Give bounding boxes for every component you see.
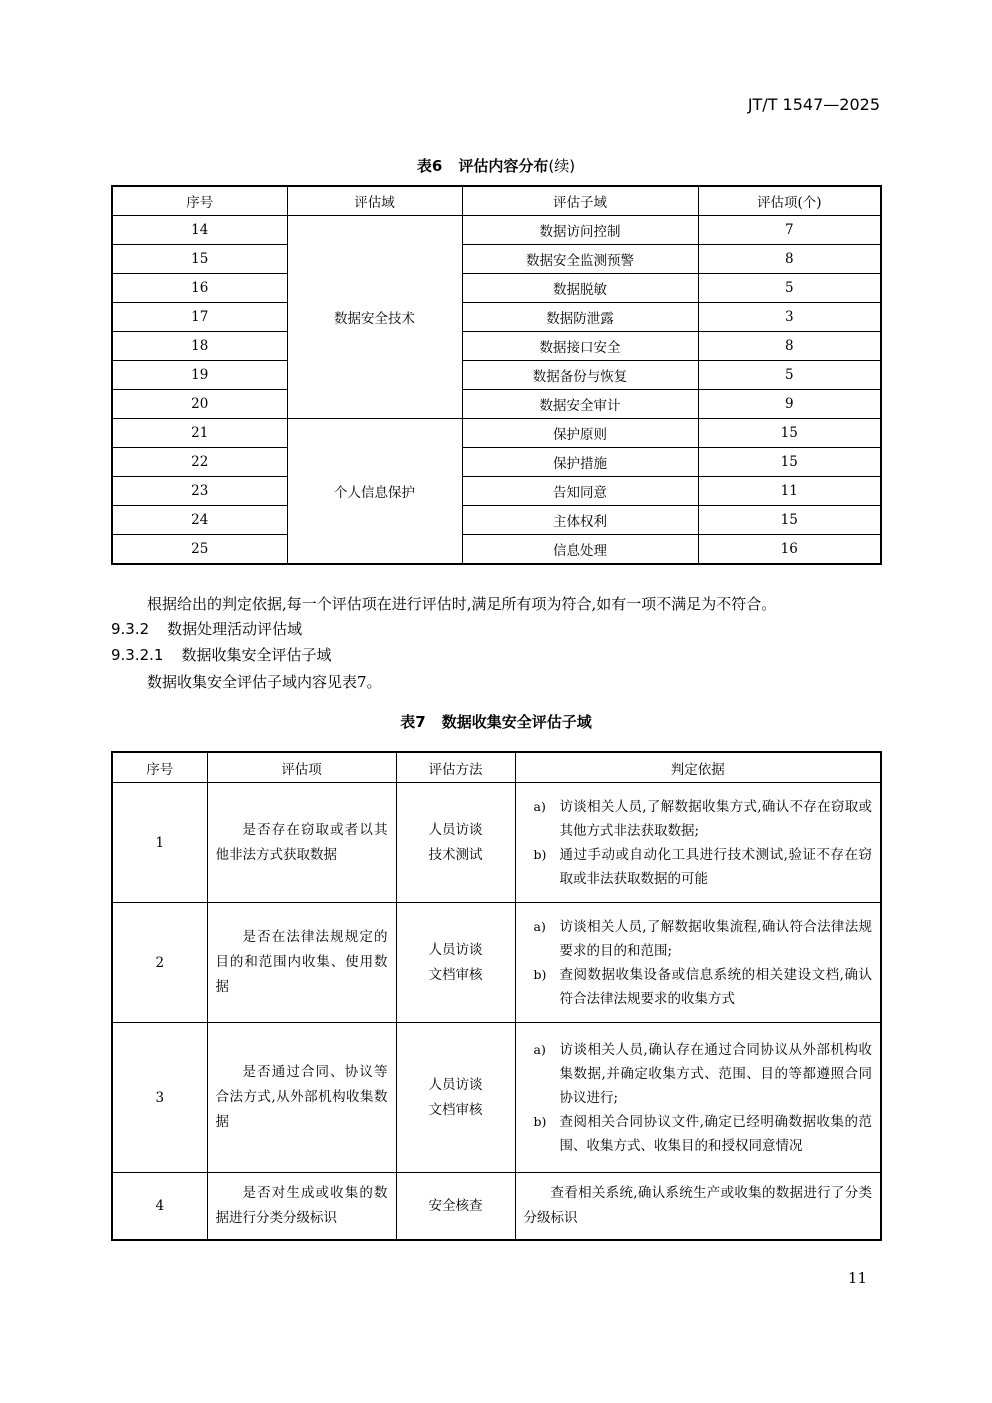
method-line: 人员访谈 (428, 821, 483, 838)
row-number: 14 (112, 216, 287, 245)
standard-code: JT/T 1547—2025 (747, 95, 880, 114)
section-title: 数据处理活动评估域 (167, 620, 303, 638)
reference-paragraph: 数据收集安全评估子域内容见表7。 (147, 673, 382, 691)
table6-caption-number: 表6 (416, 157, 443, 175)
assessment-item: 是否对生成或收集的数据进行分类分级标识 (207, 1173, 396, 1241)
table7-caption-title: 数据收集安全评估子域 (441, 713, 592, 731)
table6-caption (0, 155, 992, 176)
table7-header-criteria: 判定依据 (515, 752, 881, 783)
section-title: 数据收集安全评估子域 (181, 646, 332, 664)
row-number: 4 (112, 1173, 207, 1241)
domain-cell: 个人信息保护 (287, 419, 462, 565)
row-number: 1 (112, 783, 207, 903)
table6-header-row (112, 186, 881, 216)
assessment-item: 是否通过合同、协议等合法方式,从外部机构收集数据 (207, 1023, 396, 1173)
domain-cell: 数据安全技术 (287, 216, 462, 419)
criteria-item: a) 访谈相关人员,了解数据收集流程,确认符合法律法规要求的目的和范围; (533, 918, 872, 959)
row-number: 18 (112, 332, 287, 361)
assessment-method (396, 1023, 515, 1173)
row-number: 17 (112, 303, 287, 332)
table7-caption-number: 表7 (400, 713, 426, 731)
assessment-method (396, 1173, 515, 1241)
count-cell: 5 (698, 361, 881, 390)
table7-header-no: 序号 (112, 752, 207, 783)
row-number: 3 (112, 1023, 207, 1173)
table6-header-count: 评估项(个) (698, 186, 881, 216)
row-number: 16 (112, 274, 287, 303)
table-row (112, 390, 881, 419)
table-row (112, 903, 881, 1023)
subdomain-cell: 数据安全审计 (462, 390, 698, 419)
table-row (112, 1173, 881, 1241)
assessment-item: 是否存在窃取或者以其他非法方式获取数据 (207, 783, 396, 903)
count-cell: 8 (698, 332, 881, 361)
count-cell: 8 (698, 245, 881, 274)
criteria-item: b) 查阅相关合同协议文件,确定已经明确数据收集的范围、收集方式、收集目的和授权同意情况 (533, 1113, 872, 1154)
method-line: 人员访谈 (428, 941, 483, 958)
table-row (112, 332, 881, 361)
table-row (112, 419, 881, 448)
table7-header-row (112, 752, 881, 783)
section-heading-9-3-2-1 (111, 644, 332, 665)
table-row (112, 274, 881, 303)
criteria-cell: 查看相关系统,确认系统生产或收集的数据进行了分类分级标识 (515, 1173, 881, 1241)
method-line: 文档审核 (428, 1101, 483, 1118)
section-heading-9-3-2 (111, 618, 302, 639)
table6-header-no: 序号 (112, 186, 287, 216)
row-number: 25 (112, 535, 287, 565)
criteria-cell (515, 1023, 881, 1173)
table7-caption (0, 711, 992, 732)
row-number: 20 (112, 390, 287, 419)
table6-header-domain: 评估域 (287, 186, 462, 216)
criteria-cell (515, 903, 881, 1023)
count-cell: 7 (698, 216, 881, 245)
count-cell: 16 (698, 535, 881, 565)
section-number: 9.3.2.1 (111, 646, 164, 664)
count-cell: 15 (698, 448, 881, 477)
count-cell: 3 (698, 303, 881, 332)
row-number: 23 (112, 477, 287, 506)
count-cell: 11 (698, 477, 881, 506)
criteria-item: b) 通过手动或自动化工具进行技术测试,验证不存在窃取或非法获取数据的可能 (533, 846, 872, 887)
section-number: 9.3.2 (111, 620, 150, 638)
assessment-item: 是否在法律法规规定的目的和范围内收集、使用数据 (207, 903, 396, 1023)
table7-header-method: 评估方法 (396, 752, 515, 783)
table-row (112, 783, 881, 903)
table-row (112, 1023, 881, 1173)
row-number: 24 (112, 506, 287, 535)
subdomain-cell: 保护原则 (462, 419, 698, 448)
table7 (111, 751, 882, 1241)
row-number: 2 (112, 903, 207, 1023)
row-number: 19 (112, 361, 287, 390)
criteria-item: b) 查阅数据收集设备或信息系统的相关建设文档,确认符合法律法规要求的收集方式 (533, 966, 872, 1007)
row-number: 22 (112, 448, 287, 477)
subdomain-cell: 信息处理 (462, 535, 698, 565)
table6-header-subdomain: 评估子域 (462, 186, 698, 216)
criteria-item: a) 访谈相关人员,了解数据收集方式,确认不存在窃取或其他方式非法获取数据; (533, 798, 872, 839)
assessment-method (396, 783, 515, 903)
table6-caption-title: 评估内容分布 (458, 157, 549, 175)
count-cell: 15 (698, 419, 881, 448)
subdomain-cell: 主体权利 (462, 506, 698, 535)
count-cell: 15 (698, 506, 881, 535)
assessment-method (396, 903, 515, 1023)
subdomain-cell: 数据备份与恢复 (462, 361, 698, 390)
method-line: 技术测试 (428, 846, 483, 863)
count-cell: 9 (698, 390, 881, 419)
method-line: 人员访谈 (428, 1076, 483, 1093)
subdomain-cell: 保护措施 (462, 448, 698, 477)
table-row (112, 448, 881, 477)
page-number: 11 (847, 1269, 867, 1287)
table-row (112, 361, 881, 390)
subdomain-cell: 数据脱敏 (462, 274, 698, 303)
table7-header-item: 评估项 (207, 752, 396, 783)
subdomain-cell: 告知同意 (462, 477, 698, 506)
table-row (112, 535, 881, 565)
table6-caption-continued: (续) (548, 157, 576, 175)
criteria-cell (515, 783, 881, 903)
method-line: 文档审核 (428, 966, 483, 983)
row-number: 15 (112, 245, 287, 274)
count-cell: 5 (698, 274, 881, 303)
subdomain-cell: 数据防泄露 (462, 303, 698, 332)
subdomain-cell: 数据访问控制 (462, 216, 698, 245)
table-row (112, 216, 881, 245)
criteria-item: a) 访谈相关人员,确认存在通过合同协议从外部机构收集数据,并确定收集方式、范围、目的等都遵照合同协议进行; (533, 1041, 872, 1106)
table-row (112, 506, 881, 535)
table-row (112, 303, 881, 332)
row-number: 21 (112, 419, 287, 448)
table-row (112, 477, 881, 506)
subdomain-cell: 数据接口安全 (462, 332, 698, 361)
table-row (112, 245, 881, 274)
method-line: 安全核查 (428, 1197, 483, 1214)
judgement-paragraph: 根据给出的判定依据,每一个评估项在进行评估时,满足所有项为符合,如有一项不满足为不符合。 (147, 595, 777, 613)
table6 (111, 185, 882, 565)
subdomain-cell: 数据安全监测预警 (462, 245, 698, 274)
